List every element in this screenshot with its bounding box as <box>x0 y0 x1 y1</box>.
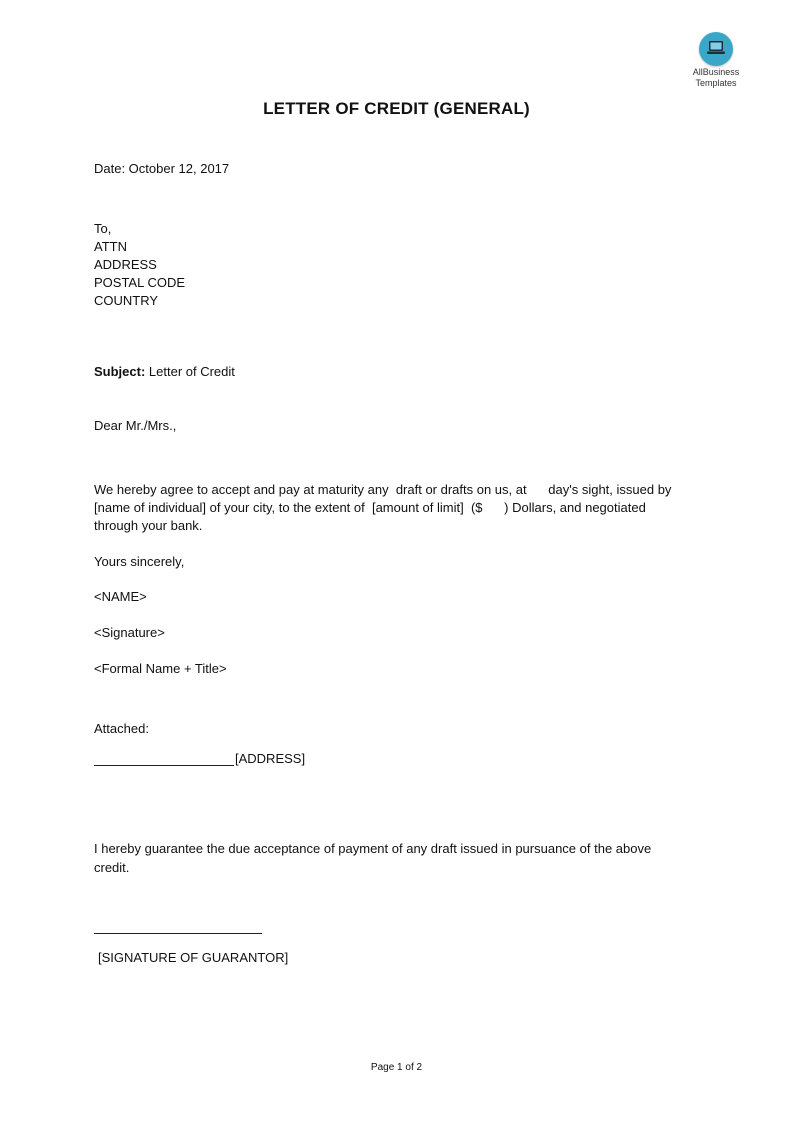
recipient-attn: ATTN <box>94 239 127 254</box>
guarantee-line-1: I hereby guarantee the due acceptance of payment of any draft issued in pursuance of the above <box>94 841 652 856</box>
recipient-to: To, <box>94 221 112 236</box>
recipient-address: ADDRESS <box>94 257 157 272</box>
guarantor-signature-line <box>94 933 262 934</box>
sender-name: <NAME> <box>94 589 147 604</box>
logo-text-line2: Templates <box>695 78 737 88</box>
sender-signature: <Signature> <box>94 625 165 640</box>
subject-label: Subject: <box>94 364 146 379</box>
attached-blank-line <box>94 765 234 766</box>
subject-line <box>94 363 235 381</box>
sender-formal-name: <Formal Name + Title> <box>94 661 227 676</box>
body-line-3: through your bank. <box>94 518 203 533</box>
closing: Yours sincerely, <box>94 554 185 569</box>
attached-address: [ADDRESS] <box>235 751 306 766</box>
recipient-country: COUNTRY <box>94 293 159 308</box>
laptop-icon <box>699 32 733 66</box>
document-title: LETTER OF CREDIT (GENERAL) <box>263 99 530 118</box>
logo-text-line1: AllBusiness <box>692 67 740 77</box>
attached-label: Attached: <box>94 721 149 736</box>
body-line-1: We hereby agree to accept and pay at maturity any draft or drafts on us, at day's sight, issued by <box>94 482 672 497</box>
guarantor-signature-label: [SIGNATURE OF GUARANTOR] <box>98 950 289 965</box>
recipient-postal-code: POSTAL CODE <box>94 275 186 290</box>
body-line-2: [name of individual] of your city, to the extent of [amount of limit] ($ ) Dollars, and negotiated <box>94 500 646 515</box>
guarantee-line-2: credit. <box>94 860 130 875</box>
page-number: Page 1 of 2 <box>370 1062 423 1073</box>
brand-logo <box>688 32 744 88</box>
letter-date: Date: October 12, 2017 <box>94 161 230 176</box>
subject-value: Letter of Credit <box>145 364 235 379</box>
salutation: Dear Mr./Mrs., <box>94 418 177 433</box>
